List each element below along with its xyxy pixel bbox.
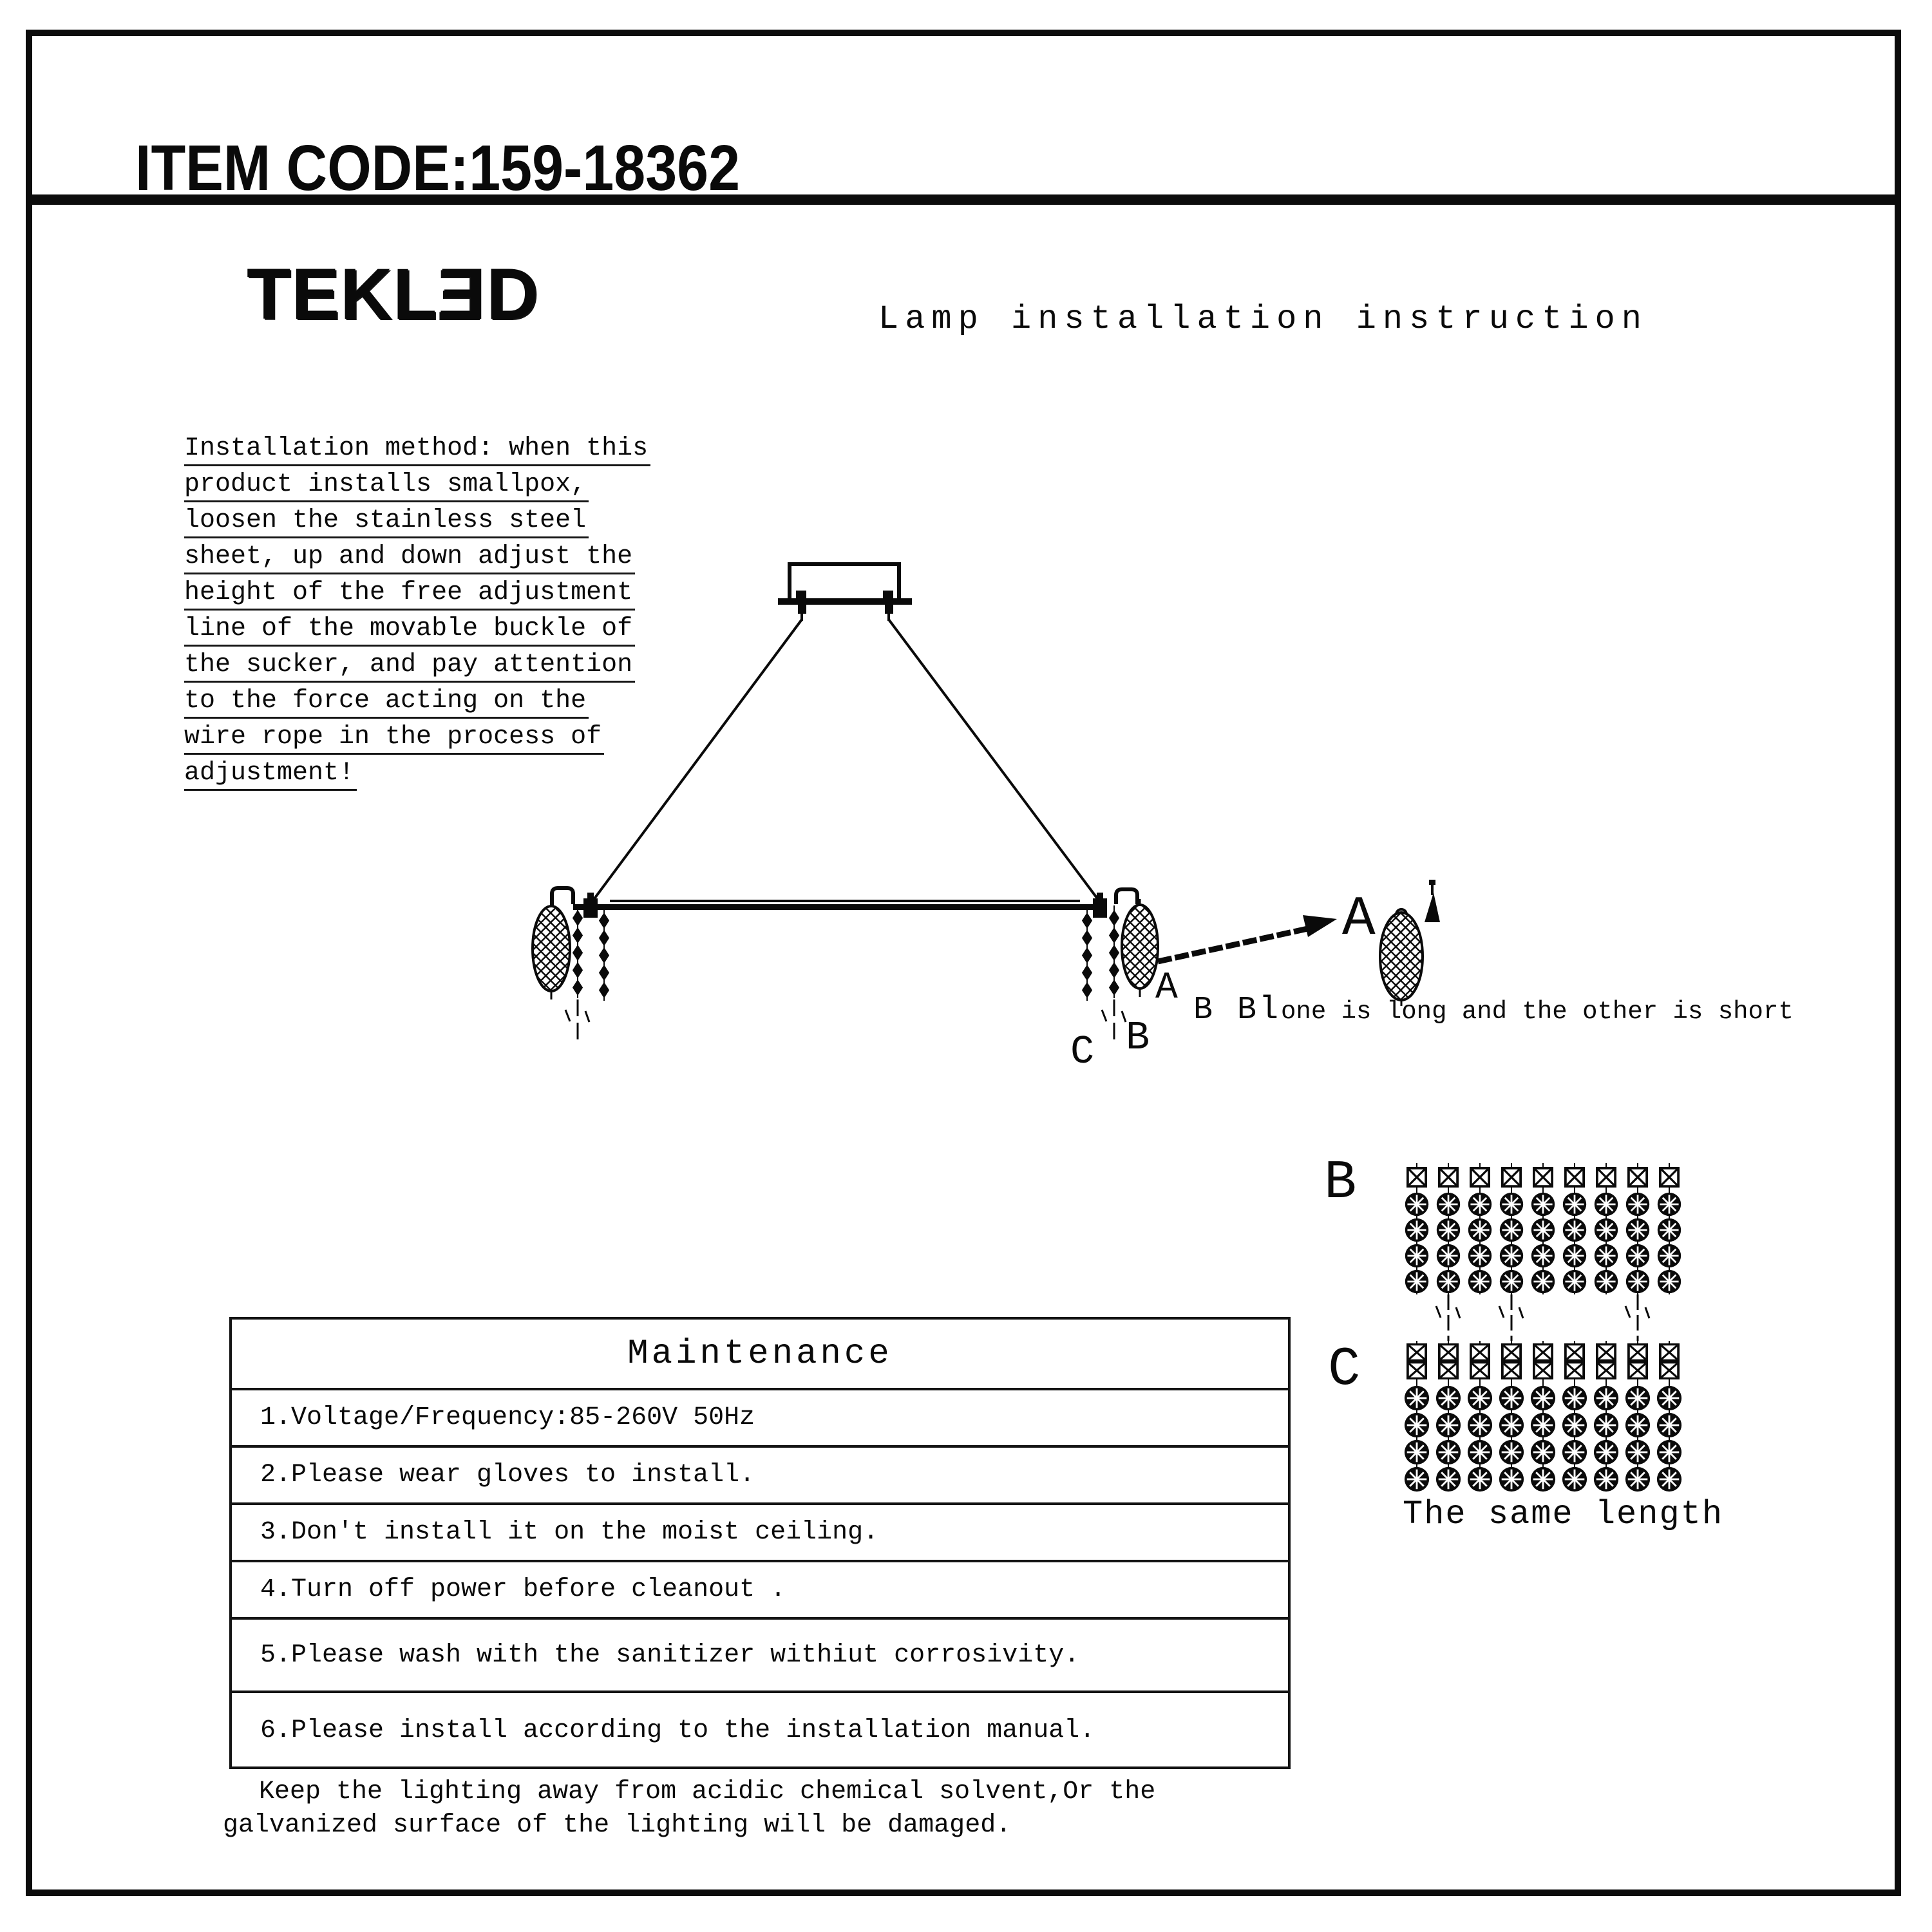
section-c-strand (1531, 1341, 1555, 1492)
diamond-bead-strand (1082, 908, 1092, 1001)
brand-logo-reversed-e: E (437, 254, 487, 334)
installation-note-line: to the force acting on the (184, 685, 589, 719)
section-c-bead-strands (1405, 1341, 1681, 1492)
section-b-strand (1595, 1163, 1618, 1294)
section-b-strand (1499, 1163, 1523, 1341)
maintenance-row: 3.Don't install it on the moist ceiling. (232, 1502, 1288, 1560)
right-wire-buckle (1093, 898, 1107, 918)
crystal-mesh-ornament-right (1122, 899, 1158, 997)
maintenance-row: 2.Please wear gloves to install. (232, 1445, 1288, 1502)
footer-warning-line2: galvanized surface of the lighting will be damaged. (223, 1811, 1012, 1840)
installation-note-line: product installs smallpox, (184, 469, 589, 502)
maintenance-row: 1.Voltage/Frequency:85-260V 50Hz (232, 1388, 1288, 1445)
left-end-hook (552, 888, 573, 905)
section-c-strand (1405, 1341, 1429, 1492)
part-a-label: A (1155, 967, 1178, 1009)
left-wire-buckle (583, 898, 598, 918)
installation-note-line: height of the free adjustment (184, 577, 635, 611)
section-c-strand (1657, 1341, 1681, 1492)
section-c-strand (1594, 1341, 1618, 1492)
b-length-note-prefix: B Bl (1193, 992, 1282, 1028)
detail-a-label: A (1342, 887, 1376, 951)
section-b-bead-strands (1405, 1163, 1681, 1341)
section-b-strand (1436, 1163, 1460, 1341)
hanging-bead-strands (565, 905, 1126, 1039)
section-b-strand (1531, 1163, 1555, 1294)
detail-pin-pendant (1425, 880, 1440, 922)
section-c-strand (1468, 1341, 1492, 1492)
section-b-label: B (1324, 1153, 1357, 1214)
section-c-strand (1625, 1341, 1650, 1492)
footer-warning-line1: Keep the lighting away from acidic chemical solvent,Or the (259, 1777, 1156, 1806)
section-c-strand (1562, 1341, 1587, 1492)
maintenance-row: 6.Please install according to the installation manual. (232, 1690, 1288, 1768)
detail-arrow (1158, 915, 1337, 961)
maintenance-row: 4.Turn off power before cleanout . (232, 1560, 1288, 1617)
part-b-label: B (1126, 1015, 1150, 1061)
section-b-strand (1468, 1163, 1492, 1294)
maintenance-title: Maintenance (627, 1334, 893, 1374)
section-c-strand (1499, 1341, 1524, 1492)
lamp-frame-bar (552, 888, 1137, 918)
installation-note-line: Installation method: when this (184, 433, 650, 466)
ceiling-canopy (778, 564, 912, 621)
installation-note-line: wire rope in the process of (184, 721, 604, 755)
maintenance-rows (232, 1388, 1288, 1768)
installation-note-line: adjustment! (184, 757, 357, 791)
section-b-strand (1625, 1163, 1649, 1341)
b-length-note (1193, 992, 1794, 1028)
suspension-wires (593, 620, 1099, 900)
maintenance-table (229, 1317, 1291, 1769)
maintenance-row: 5.Please wash with the sanitizer withiut corrosivity. (232, 1617, 1288, 1690)
diamond-bead-strand (1102, 905, 1126, 1039)
section-b-strand (1405, 1163, 1428, 1294)
item-code-text: ITEM CODE:159-18362 (135, 132, 741, 204)
section-b-strand (1563, 1163, 1586, 1294)
b-length-note-text: one is long and the other is short (1281, 998, 1794, 1026)
installation-note-line: sheet, up and down adjust the (184, 541, 635, 574)
part-c-label: C (1070, 1029, 1095, 1075)
section-b-strand (1658, 1163, 1681, 1294)
installation-note-line: the sucker, and pay attention (184, 649, 635, 683)
brand-logo-part3: D (486, 254, 540, 334)
same-length-caption: The same length (1403, 1495, 1724, 1533)
installation-note-line: loosen the stainless steel (184, 505, 589, 538)
installation-note-line: line of the movable buckle of (184, 613, 635, 647)
page-title: Lamp installation instruction (878, 300, 1648, 338)
crystal-mesh-ornament-left (533, 900, 570, 999)
diamond-bead-strand (565, 905, 589, 1039)
section-c-label: C (1328, 1340, 1361, 1401)
brand-logo-part1: TEKL (247, 254, 438, 334)
right-end-hook (1116, 889, 1137, 904)
diamond-bead-strand (599, 908, 609, 1001)
section-c-strand (1436, 1341, 1461, 1492)
